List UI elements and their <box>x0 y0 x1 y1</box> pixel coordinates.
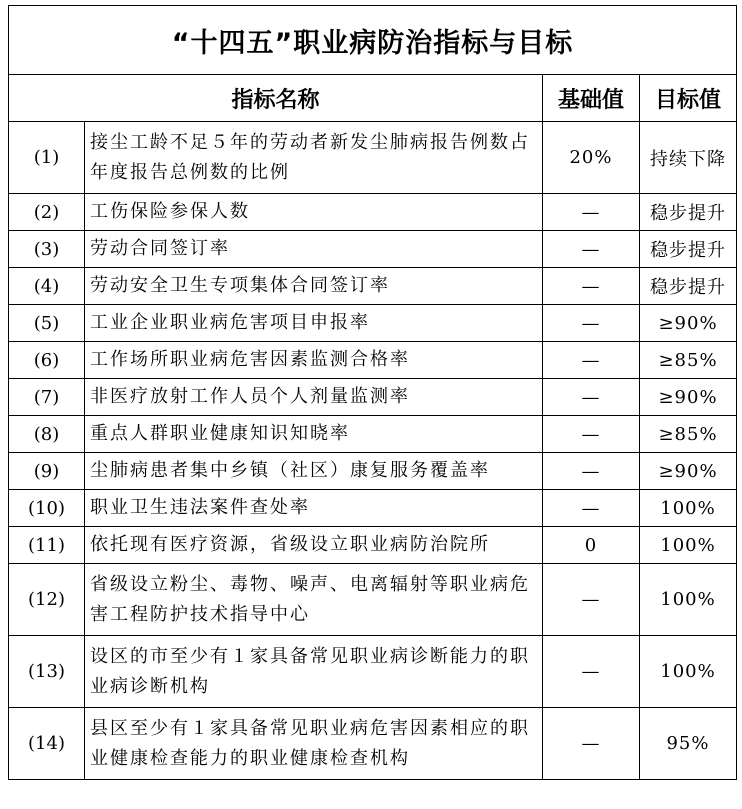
base-value: — <box>543 342 640 379</box>
base-value: — <box>543 636 640 708</box>
indicator-name: 依托现有医疗资源，省级设立职业病防治院所 <box>85 527 543 564</box>
row-number: (8) <box>9 416 85 453</box>
row-number: (9) <box>9 453 85 490</box>
base-value: 20% <box>543 122 640 194</box>
target-value: 100% <box>640 527 737 564</box>
indicator-name: 非医疗放射工作人员个人剂量监测率 <box>85 379 543 416</box>
base-value: — <box>543 379 640 416</box>
indicator-name: 工作场所职业病危害因素监测合格率 <box>85 342 543 379</box>
table-title: “十四五”职业病防治指标与目标 <box>9 6 737 75</box>
target-value: ≥85% <box>640 416 737 453</box>
target-value: ≥85% <box>640 342 737 379</box>
indicator-table-container <box>8 5 736 780</box>
indicator-name: 劳动安全卫生专项集体合同签订率 <box>85 268 543 305</box>
row-number: (4) <box>9 268 85 305</box>
row-number: (1) <box>9 122 85 194</box>
table-row <box>9 231 737 268</box>
base-value: — <box>543 564 640 636</box>
header-target-value: 目标值 <box>640 75 737 122</box>
base-value: — <box>543 708 640 780</box>
row-number: (13) <box>9 636 85 708</box>
indicator-name: 尘肺病患者集中乡镇（社区）康复服务覆盖率 <box>85 453 543 490</box>
base-value: — <box>543 416 640 453</box>
indicator-table <box>8 5 737 780</box>
target-value: 100% <box>640 490 737 527</box>
indicator-name: 职业卫生违法案件查处率 <box>85 490 543 527</box>
target-value: ≥90% <box>640 379 737 416</box>
indicator-name: 劳动合同签订率 <box>85 231 543 268</box>
indicator-name: 接尘工龄不足５年的劳动者新发尘肺病报告例数占年度报告总例数的比例 <box>85 122 543 194</box>
table-row <box>9 268 737 305</box>
row-number: (7) <box>9 379 85 416</box>
target-value: 持续下降 <box>640 122 737 194</box>
table-row <box>9 564 737 636</box>
table-row <box>9 636 737 708</box>
target-value: ≥90% <box>640 453 737 490</box>
target-value: 稳步提升 <box>640 231 737 268</box>
table-row <box>9 122 737 194</box>
target-value: 95% <box>640 708 737 780</box>
indicator-name: 省级设立粉尘、毒物、噪声、电离辐射等职业病危害工程防护技术指导中心 <box>85 564 543 636</box>
table-row <box>9 453 737 490</box>
base-value: — <box>543 453 640 490</box>
row-number: (12) <box>9 564 85 636</box>
indicator-name: 工业企业职业病危害项目申报率 <box>85 305 543 342</box>
table-row <box>9 490 737 527</box>
table-row <box>9 416 737 453</box>
table-row <box>9 708 737 780</box>
row-number: (6) <box>9 342 85 379</box>
table-row <box>9 527 737 564</box>
row-number: (3) <box>9 231 85 268</box>
target-value: ≥90% <box>640 305 737 342</box>
target-value: 稳步提升 <box>640 268 737 305</box>
row-number: (5) <box>9 305 85 342</box>
indicator-name: 工伤保险参保人数 <box>85 194 543 231</box>
target-value: 100% <box>640 636 737 708</box>
base-value: 0 <box>543 527 640 564</box>
base-value: — <box>543 231 640 268</box>
row-number: (10) <box>9 490 85 527</box>
base-value: — <box>543 305 640 342</box>
header-base-value: 基础值 <box>543 75 640 122</box>
table-row <box>9 194 737 231</box>
target-value: 稳步提升 <box>640 194 737 231</box>
indicator-name: 县区至少有１家具备常见职业病危害因素相应的职业健康检查能力的职业健康检查机构 <box>85 708 543 780</box>
title-row <box>9 6 737 75</box>
row-number: (11) <box>9 527 85 564</box>
row-number: (14) <box>9 708 85 780</box>
table-row <box>9 305 737 342</box>
table-row <box>9 379 737 416</box>
base-value: — <box>543 490 640 527</box>
indicator-name: 重点人群职业健康知识知晓率 <box>85 416 543 453</box>
base-value: — <box>543 194 640 231</box>
indicator-name: 设区的市至少有１家具备常见职业病诊断能力的职业病诊断机构 <box>85 636 543 708</box>
header-row <box>9 75 737 122</box>
header-indicator-name: 指标名称 <box>9 75 543 122</box>
target-value: 100% <box>640 564 737 636</box>
base-value: — <box>543 268 640 305</box>
table-row <box>9 342 737 379</box>
row-number: (2) <box>9 194 85 231</box>
